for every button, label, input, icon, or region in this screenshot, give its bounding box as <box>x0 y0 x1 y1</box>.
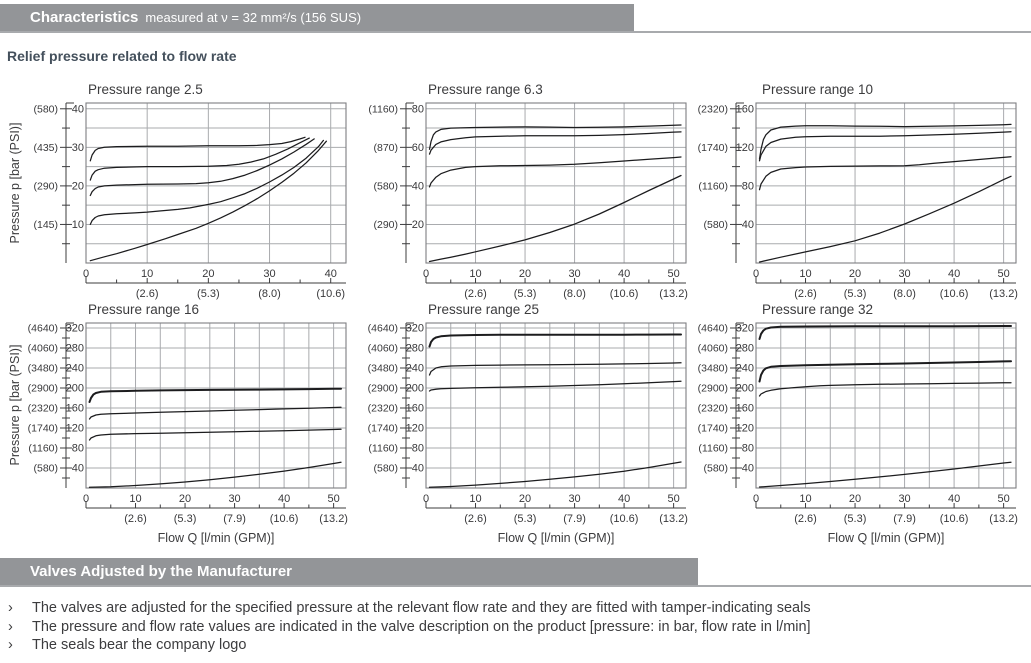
svg-text:200: 200 <box>65 382 84 395</box>
svg-text:240: 240 <box>65 362 84 375</box>
svg-text:(580): (580) <box>373 462 398 475</box>
svg-text:(10.6): (10.6) <box>609 513 639 525</box>
curve-setting-246bar <box>430 363 682 375</box>
svg-text:10: 10 <box>469 493 482 505</box>
svg-text:(2900): (2900) <box>697 382 728 395</box>
curve-setting-155bar <box>90 407 342 419</box>
svg-text:80: 80 <box>741 180 754 193</box>
curve-setting-306bar <box>430 335 682 347</box>
svg-text:(4060): (4060) <box>697 342 728 355</box>
curve-setting-100bar <box>760 157 1012 190</box>
svg-text:(7.9): (7.9) <box>563 513 586 525</box>
svg-text:(2320): (2320) <box>27 402 58 415</box>
curve-minimum-setting <box>760 176 1012 262</box>
section-title: Characteristics <box>30 9 139 26</box>
svg-text:(1160): (1160) <box>698 442 728 455</box>
svg-text:80: 80 <box>71 442 84 455</box>
svg-text:(10.6): (10.6) <box>939 513 969 525</box>
pressure-range-6-3-chart <box>370 99 701 307</box>
svg-text:(2900): (2900) <box>367 382 398 395</box>
svg-text:10: 10 <box>799 268 812 280</box>
curve-setting-110bar <box>90 429 342 440</box>
svg-text:(1160): (1160) <box>368 103 398 116</box>
manufacturer-section-title: Valves Adjusted by the Manufacturer <box>30 563 293 580</box>
svg-text:40: 40 <box>741 462 754 475</box>
svg-text:40: 40 <box>947 493 961 505</box>
pressure-range-32-chart <box>697 319 1031 532</box>
svg-text:(8.0): (8.0) <box>893 288 916 300</box>
svg-text:(1160): (1160) <box>28 442 58 455</box>
svg-text:(10.6): (10.6) <box>316 288 346 300</box>
svg-text:40: 40 <box>947 268 961 280</box>
section-underline <box>0 31 1031 33</box>
chart-title-3: Pressure range 10 <box>762 82 874 97</box>
svg-text:(580): (580) <box>33 103 58 116</box>
svg-text:50: 50 <box>667 493 680 505</box>
svg-text:20: 20 <box>71 180 84 193</box>
svg-text:40: 40 <box>411 462 424 475</box>
section-subtitle: measured at ν = 32 mm²/s (156 SUS) <box>145 10 362 25</box>
pressure-range-2-5-chart <box>30 99 361 307</box>
svg-text:40: 40 <box>411 180 424 193</box>
svg-text:(145): (145) <box>33 218 58 231</box>
svg-text:(8.0): (8.0) <box>258 288 281 300</box>
bullet-icon: › <box>8 600 13 616</box>
svg-text:160: 160 <box>65 402 84 415</box>
bullet-text: The valves are adjusted for the specified pressure at the relevant flow rate and they are fitted with tamper-indicating seals <box>32 600 811 616</box>
figure-heading: Relief pressure related to flow rate <box>7 48 237 64</box>
svg-text:(13.2): (13.2) <box>659 288 688 300</box>
svg-text:(1160): (1160) <box>698 180 728 193</box>
svg-text:(580): (580) <box>33 462 58 475</box>
curve-setting-248bar <box>760 361 1012 381</box>
chart-title-2: Pressure range 6.3 <box>428 82 543 97</box>
svg-text:(5.3): (5.3) <box>513 513 537 525</box>
svg-text:10: 10 <box>129 493 142 505</box>
svg-text:30: 30 <box>228 493 241 505</box>
svg-text:20: 20 <box>848 493 862 505</box>
svg-text:(1740): (1740) <box>27 422 58 435</box>
curve-minimum-setting <box>430 462 682 487</box>
y-axis-label-row1: Pressure p [bar (PSI)] <box>8 122 22 244</box>
x-axis-label-3: Flow Q [l/min (GPM)] <box>827 531 945 545</box>
svg-text:320: 320 <box>65 322 84 335</box>
svg-text:(870): (870) <box>373 141 398 154</box>
svg-text:(7.9): (7.9) <box>893 513 916 525</box>
chart-title-1: Pressure range 2.5 <box>88 82 203 97</box>
curve-setting-131bar <box>760 132 1012 161</box>
svg-text:120: 120 <box>65 422 84 435</box>
svg-text:50: 50 <box>997 268 1010 280</box>
svg-text:30: 30 <box>898 268 911 280</box>
svg-text:(290): (290) <box>33 180 58 193</box>
svg-text:(13.2): (13.2) <box>989 513 1018 525</box>
svg-text:(10.6): (10.6) <box>269 513 299 525</box>
svg-text:(4060): (4060) <box>367 342 398 355</box>
svg-text:30: 30 <box>263 268 276 280</box>
svg-text:20: 20 <box>518 493 532 505</box>
svg-text:(2320): (2320) <box>367 402 398 415</box>
svg-text:20: 20 <box>848 268 862 280</box>
svg-text:20: 20 <box>411 218 424 231</box>
svg-text:(5.3): (5.3) <box>843 513 867 525</box>
svg-text:(4640): (4640) <box>27 322 58 335</box>
pressure-range-25-chart <box>367 319 701 532</box>
svg-text:(1740): (1740) <box>367 422 398 435</box>
svg-text:(7.9): (7.9) <box>223 513 246 525</box>
svg-text:(4060): (4060) <box>27 342 58 355</box>
svg-text:(13.2): (13.2) <box>319 513 348 525</box>
svg-text:280: 280 <box>735 342 754 355</box>
svg-text:30: 30 <box>71 141 84 154</box>
svg-text:(2.6): (2.6) <box>794 513 817 525</box>
svg-text:80: 80 <box>411 103 424 116</box>
svg-text:40: 40 <box>617 268 631 280</box>
svg-text:10: 10 <box>469 268 482 280</box>
svg-text:0: 0 <box>422 268 430 280</box>
svg-text:(3480): (3480) <box>27 362 58 375</box>
manufacturer-underline <box>0 585 1031 587</box>
svg-text:(5.3): (5.3) <box>173 513 197 525</box>
characteristics-section-bar <box>0 4 634 31</box>
svg-text:(435): (435) <box>33 141 58 154</box>
manufacturer-section-bar <box>0 558 698 585</box>
svg-text:(5.3): (5.3) <box>197 288 220 300</box>
list-item <box>8 636 1023 655</box>
svg-text:(2.6): (2.6) <box>464 288 487 300</box>
svg-text:20: 20 <box>518 268 532 280</box>
svg-text:(2.6): (2.6) <box>464 513 487 525</box>
svg-text:40: 40 <box>617 493 631 505</box>
svg-text:40: 40 <box>71 103 84 116</box>
svg-text:20: 20 <box>178 493 192 505</box>
curve-setting-142bar <box>760 124 1012 158</box>
svg-text:120: 120 <box>735 141 754 154</box>
svg-text:(4640): (4640) <box>697 322 728 335</box>
svg-text:40: 40 <box>324 268 337 280</box>
curve-minimum-setting <box>90 462 342 487</box>
curve-setting-196bar <box>90 389 342 402</box>
chart-title-6: Pressure range 32 <box>762 302 874 317</box>
svg-text:(580): (580) <box>703 218 728 231</box>
curve-setting-50bar <box>430 157 682 187</box>
svg-text:(5.3): (5.3) <box>843 288 867 300</box>
svg-text:(2320): (2320) <box>697 103 728 116</box>
svg-text:40: 40 <box>71 462 84 475</box>
svg-text:280: 280 <box>65 342 84 355</box>
svg-text:(1740): (1740) <box>697 141 728 154</box>
svg-text:200: 200 <box>735 382 754 395</box>
svg-text:320: 320 <box>405 322 424 335</box>
svg-text:(13.2): (13.2) <box>659 513 688 525</box>
chart-title-4: Pressure range 16 <box>88 302 200 317</box>
svg-text:50: 50 <box>667 268 680 280</box>
svg-text:240: 240 <box>405 362 424 375</box>
svg-text:(580): (580) <box>373 180 398 193</box>
svg-text:(2900): (2900) <box>27 382 58 395</box>
svg-text:50: 50 <box>997 493 1010 505</box>
svg-text:(2.6): (2.6) <box>135 288 159 300</box>
svg-text:30: 30 <box>898 493 911 505</box>
svg-text:(10.6): (10.6) <box>609 288 639 300</box>
y-axis-label-row2: Pressure p [bar (PSI)] <box>8 344 22 466</box>
svg-text:(290): (290) <box>373 218 398 231</box>
svg-text:(2320): (2320) <box>697 402 728 415</box>
chart-title-5: Pressure range 25 <box>428 302 540 317</box>
list-item <box>8 618 1023 637</box>
svg-text:(4640): (4640) <box>367 322 398 335</box>
svg-text:10: 10 <box>799 493 812 505</box>
svg-text:(580): (580) <box>703 462 728 475</box>
svg-text:10: 10 <box>71 218 84 231</box>
curve-minimum-setting <box>760 462 1012 487</box>
curve-setting-30bar <box>90 137 305 161</box>
svg-text:200: 200 <box>405 382 424 395</box>
svg-text:20: 20 <box>202 268 215 280</box>
svg-text:320: 320 <box>735 322 754 335</box>
svg-text:(1160): (1160) <box>368 442 398 455</box>
svg-text:0: 0 <box>422 493 430 505</box>
svg-text:(3480): (3480) <box>367 362 398 375</box>
pressure-range-10-chart <box>697 99 1031 307</box>
svg-text:240: 240 <box>735 362 754 375</box>
svg-text:(13.2): (13.2) <box>989 288 1018 300</box>
svg-text:60: 60 <box>411 141 424 154</box>
manufacturer-notes-list <box>8 599 1023 655</box>
svg-text:0: 0 <box>82 493 90 505</box>
svg-text:0: 0 <box>752 268 760 280</box>
svg-text:(1740): (1740) <box>697 422 728 435</box>
svg-text:0: 0 <box>82 268 90 280</box>
svg-text:160: 160 <box>735 402 754 415</box>
svg-text:160: 160 <box>735 103 754 116</box>
svg-text:80: 80 <box>741 442 754 455</box>
svg-text:(2.6): (2.6) <box>794 288 817 300</box>
svg-text:(5.3): (5.3) <box>513 288 537 300</box>
svg-text:160: 160 <box>405 402 424 415</box>
svg-text:(8.0): (8.0) <box>563 288 586 300</box>
curve-setting-65bar <box>430 132 682 154</box>
curve-minimum-setting <box>430 176 682 262</box>
bullet-text: The pressure and flow rate values are indicated in the valve description on the product [pressure: in bar, flow rate in l/min] <box>32 618 811 635</box>
svg-text:30: 30 <box>568 493 581 505</box>
svg-text:(2.6): (2.6) <box>124 513 147 525</box>
bullet-icon: › <box>8 637 13 653</box>
pressure-range-16-chart <box>27 319 361 532</box>
svg-text:30: 30 <box>568 268 581 280</box>
x-axis-label-1: Flow Q [l/min (GPM)] <box>157 531 275 545</box>
svg-text:0: 0 <box>752 493 760 505</box>
svg-text:80: 80 <box>411 442 424 455</box>
bullet-text: The seals bear the company logo <box>32 637 247 653</box>
svg-text:(10.6): (10.6) <box>939 288 969 300</box>
bullet-icon: › <box>8 618 13 635</box>
svg-text:40: 40 <box>741 218 754 231</box>
svg-text:120: 120 <box>735 422 754 435</box>
svg-text:280: 280 <box>405 342 424 355</box>
curve-setting-200bar <box>430 381 682 391</box>
x-axis-label-2: Flow Q [l/min (GPM)] <box>497 531 615 545</box>
svg-text:40: 40 <box>277 493 291 505</box>
list-item <box>8 599 1023 618</box>
svg-text:10: 10 <box>141 268 154 280</box>
curve-setting-207bar <box>760 383 1012 396</box>
svg-text:120: 120 <box>405 422 424 435</box>
svg-text:(3480): (3480) <box>697 362 728 375</box>
svg-text:50: 50 <box>327 493 340 505</box>
